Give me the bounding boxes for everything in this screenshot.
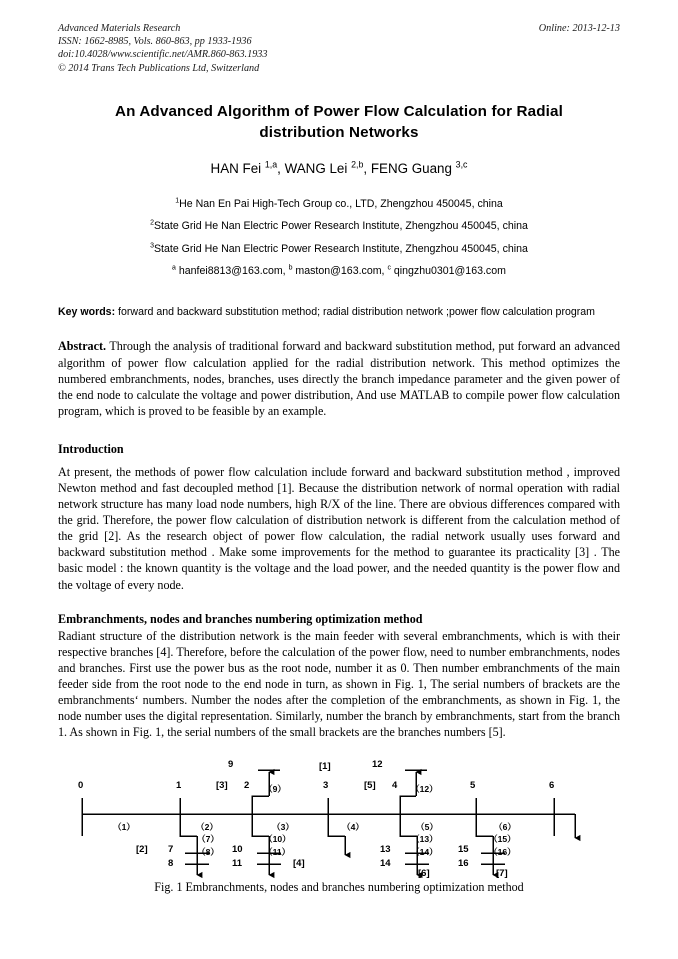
email-c: qingzhu0301@163.com: [390, 265, 506, 278]
branch-label-2: （3）: [272, 822, 294, 833]
branch-label-4: （5）: [416, 822, 438, 833]
figure-1-caption: Fig. 1 Embranchments, nodes and branches numbering optimization method: [154, 880, 524, 895]
embranchment-label-5: [6]: [418, 868, 430, 880]
affiliation-1-text: He Nan En Pai High-Tech Group co., LTD, Zhengzhou 450045, china: [179, 197, 503, 210]
branch-label-8: （9）: [264, 784, 286, 795]
node-label-9: 7: [168, 844, 174, 856]
keywords-label: Key words:: [58, 305, 116, 318]
node-label-2: 2: [244, 780, 250, 792]
figure-embranchment-labels: [136, 761, 508, 879]
branch-label-5: （6）: [494, 822, 516, 833]
affiliation-3-text: State Grid He Nan Electric Power Research Institute, Zhengzhou 450045, china: [153, 242, 528, 255]
paper-title: [58, 101, 620, 143]
masthead: [58, 22, 620, 75]
embranchment-2-elbow: [180, 828, 197, 836]
node-label-0: 0: [78, 780, 84, 792]
embranchment-label-4: [5]: [364, 780, 376, 792]
embranchment-5-elbow: [400, 796, 416, 802]
author-list: [58, 160, 620, 178]
node-label-15: 15: [458, 844, 469, 856]
embranchment-label-2: [3]: [216, 780, 228, 792]
branch-label-3: （4）: [342, 822, 364, 833]
node-label-14: 14: [380, 858, 391, 870]
affiliation-3: [58, 238, 620, 261]
branch-label-15: （16）: [489, 847, 516, 858]
author-2-affil-marker: 2,b: [351, 159, 364, 170]
branch-label-11: （12）: [411, 784, 438, 795]
embranchment-label-1: [2]: [136, 844, 148, 856]
node-label-5: 5: [470, 780, 476, 792]
embranchment-label-3: [4]: [293, 858, 305, 870]
affiliation-1: [58, 193, 620, 216]
branch-label-9: （10）: [264, 834, 291, 845]
keywords-block: [58, 305, 620, 320]
branch-label-14: （15）: [489, 834, 516, 845]
author-separator-2: ,: [363, 160, 371, 176]
branch-label-13: （14）: [411, 847, 438, 858]
branch-label-12: （13）: [411, 834, 438, 845]
author-3-affil-marker: 3,c: [455, 159, 468, 170]
author-1-affil-marker: 1,a: [264, 159, 278, 170]
radial-network-diagram: [66, 754, 628, 882]
node-label-8: 12: [372, 759, 383, 771]
abstract-text: Through the analysis of traditional forward and backward substitution method, put forward an advanced algorithm of power flow calculation applied for the radial distribution network. This method optimizes the numbered embranchments, nodes, branches, uses directly the branch impedance parameter and the given power of the end node to calculate the voltage and power distribution, And use MATLAB to compile power flow calculation program, which is proved to be feasible by an example.: [58, 339, 620, 418]
email-a-marker: a: [172, 264, 176, 272]
node-label-3: 3: [323, 780, 329, 792]
figure-1-diagram: [66, 754, 628, 882]
section-paragraph-introduction: At present, the methods of power flow calculation include forward and backward substitution method , improved Newton method and fast decoupled method [1]. Because the distribution network of normal operation with radial network structure has many load node numbers, high R/X of the line. There are obvious differences compared with the grid. Therefore, the power flow calculation of distribution network is different from the calculation method of the grid [2]. As the research object of power flow calculation, the radial network usually uses forward and backward substitution method . Make some improvements for the method to guarantee its practicality [3] . The basic model : the known quantity is the voltage and the load power, and the needed quantity is the power flow and the voltage of every node.: [58, 464, 620, 592]
keywords-text: forward and backward substitution method; radial distribution network ;power flow calculation program: [115, 305, 596, 318]
section-heading-introduction: Introduction: [58, 441, 124, 456]
embranchment-3-elbow: [252, 796, 269, 802]
copyright-line: © 2014 Trans Tech Publications Ltd, Switzerland: [58, 62, 260, 74]
branch-label-10: （11）: [264, 847, 291, 858]
affiliation-3-marker: 3: [150, 242, 154, 250]
node-label-11: 10: [232, 844, 243, 856]
figure-1: [58, 754, 620, 895]
issn-line: ISSN: 1662-8985, Vols. 860-863, pp 1933-1936: [58, 36, 252, 48]
affiliation-2: [58, 215, 620, 238]
author-separator-1: ,: [277, 160, 285, 176]
branch-label-7: （8）: [197, 847, 219, 858]
author-1-name: HAN Fei: [210, 160, 265, 176]
node-label-1: 1: [176, 780, 182, 792]
node-label-10: 8: [168, 858, 174, 870]
doi-line: doi:10.4028/www.scientific.net/AMR.860-863.1933: [58, 49, 268, 61]
branch-label-1: （2）: [196, 822, 218, 833]
node-label-6: 6: [549, 780, 555, 792]
online-date: Online: 2013-12-13: [538, 23, 620, 34]
title-line-1: An Advanced Algorithm of Power Flow Calculation for Radial: [114, 102, 564, 120]
embranchment-label-0: [1]: [319, 761, 331, 773]
node-label-13: 13: [380, 844, 391, 856]
branch-label-0: （1）: [113, 822, 135, 833]
email-line: [58, 260, 620, 283]
section-heading-numbering-method: Embranchments, nodes and branches numbering optimization method: [58, 611, 423, 626]
abstract-label: Abstract.: [58, 339, 107, 354]
author-2-name: WANG Lei: [284, 160, 352, 176]
affiliation-list: [58, 193, 620, 283]
journal-name: Advanced Materials Research: [58, 23, 181, 34]
node-label-16: 16: [458, 858, 469, 870]
section-paragraph-numbering-method: Radiant structure of the distribution network is the main feeder with several embranchments, which is with their respective branches [4]. Therefore, before the calculation of the power flow, need to number embranchments, nodes and branches. First use the power bus as the root node, number it as 0. Then number embranchments of the main feeder side from the root node to the end node in turn, as shown in Fig. 1, The serial numbers of brackets are the embranchments‘ numbers. Number the nodes after the completion of the embranchments, as shown in Fig. 1, the node number uses the digital representation. Similarly, number the branch by embranchments, start from the branch 1. As shown in Fig. 1, the serial numbers of the small brackets are the branches numbers [5].: [58, 628, 620, 740]
affiliation-1-marker: 1: [175, 197, 180, 205]
embranchment-label-6: [7]: [496, 868, 508, 880]
node-label-7: 9: [228, 759, 234, 771]
affiliation-2-text: State Grid He Nan Electric Power Research Institute, Zhengzhou 450045, china: [153, 220, 528, 233]
email-a: hanfei8813@163.com,: [175, 265, 289, 278]
figure-branch-labels: [113, 784, 516, 857]
node-label-4: 4: [392, 780, 398, 792]
affiliation-2-marker: 2: [150, 219, 154, 227]
email-b-marker: b: [288, 264, 293, 272]
title-line-2: distribution Networks: [259, 123, 419, 141]
abstract-block: [58, 338, 620, 418]
author-3-name: FENG Guang: [370, 160, 456, 176]
branch-label-6: （7）: [197, 834, 219, 845]
node-label-12: 11: [232, 858, 243, 870]
email-c-marker: c: [387, 264, 391, 272]
email-b: maston@163.com,: [292, 265, 388, 278]
